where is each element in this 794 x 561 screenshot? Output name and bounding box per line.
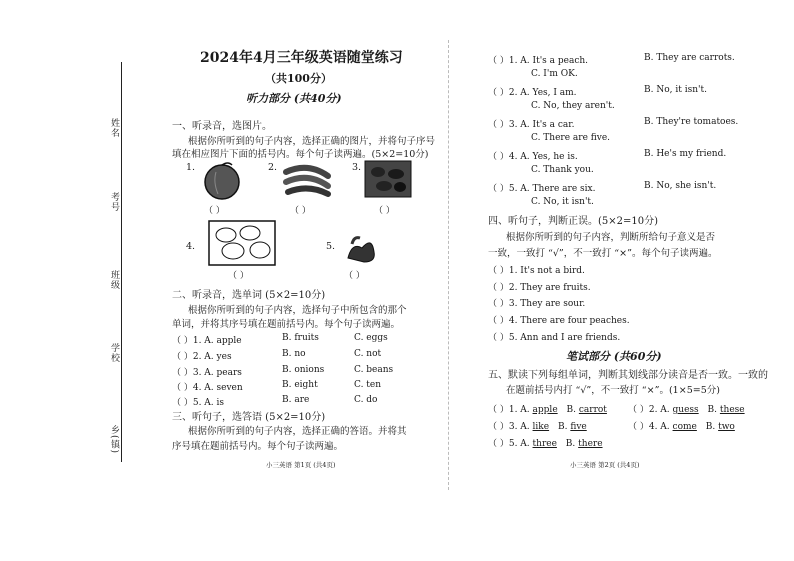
total-score: （共100分） xyxy=(265,72,332,85)
potatoes-picture xyxy=(208,220,276,266)
q2-instruction-1: 根据你所听到的句子内容，选择句子中所包含的那个 xyxy=(188,305,407,316)
q4-item-2[interactable]: （ ）2. They are fruits. xyxy=(488,283,591,293)
q5-instruction: 在题前括号内打 “√”，不一致打 “×”。(1×5=5分) xyxy=(506,385,720,396)
q5-item-4-paren[interactable]: （ ）4. A. xyxy=(628,422,670,432)
q5-item-5-b: B. xyxy=(565,439,576,449)
q2-item-5[interactable]: （ ）5. A. is xyxy=(172,398,225,408)
q3-instruction-2: 序号填在题前括号内。每个句子读两遍。 xyxy=(172,441,344,452)
q3-item-3[interactable]: （ ）3. A. It's a car. xyxy=(488,120,575,130)
peach-picture xyxy=(200,160,246,200)
beans-picture xyxy=(364,160,412,198)
q2-item-2[interactable]: （ ）2. A. yes xyxy=(172,352,232,362)
q2-item-1-b: B. fruits xyxy=(282,333,319,343)
q4-item-5[interactable]: （ ）5. Ann and I are friends. xyxy=(488,333,621,343)
q5-row3 xyxy=(488,436,603,449)
q5-item-5-paren[interactable]: （ ）5. A. xyxy=(488,439,530,449)
q5-word-three: three xyxy=(532,439,557,449)
onions-picture xyxy=(342,232,378,264)
q5-row1 xyxy=(488,402,607,415)
q4-instruction-1: 根据你所听到的句子内容，判断所给句子意义是否 xyxy=(506,232,716,243)
q3-item-3-b: B. They're tomatoes. xyxy=(644,117,739,127)
q2-item-2-c: C. not xyxy=(354,349,382,359)
q2-item-1[interactable]: （ ）1. A. apple xyxy=(172,336,242,346)
q3-item-2[interactable]: （ ）2. A. Yes, I am. xyxy=(488,88,577,98)
q1-pic4-answer-paren[interactable]: （ ） xyxy=(228,271,249,281)
q2-heading: 二、听录音，选单词 (5×2=10分) xyxy=(172,290,326,301)
page-title: 2024年4月三年级英语随堂练习 xyxy=(200,50,403,66)
q2-instruction-2: 单词，并将其序号填在题前括号内。每个句子读两遍。 xyxy=(172,319,401,330)
class-label: 班级 xyxy=(109,270,119,290)
q5-heading: 五、默读下列每组单词，判断其划线部分读音是否一致。一致的 xyxy=(488,370,768,381)
q5-word-apple: apple xyxy=(532,405,558,415)
q5-item-1-paren[interactable]: （ ）1. A. xyxy=(488,405,530,415)
q3-item-5-c: C. No, it isn't. xyxy=(531,197,594,207)
q3-item-1-c: C. I'm OK. xyxy=(531,69,578,79)
page2-footer: 小三英语 第2页 (共4页) xyxy=(570,461,640,469)
q2-item-3-c: C. beans xyxy=(354,365,394,375)
q5-row2-right xyxy=(628,419,735,432)
q5-item-2-paren[interactable]: （ ）2. A. xyxy=(628,405,670,415)
q5-item-4-b: B. xyxy=(705,422,716,432)
q4-item-4[interactable]: （ ）4. There are four peaches. xyxy=(488,316,630,326)
q2-item-4-b: B. eight xyxy=(282,380,318,390)
q2-item-5-c: C. do xyxy=(354,395,378,405)
q2-item-4-c: C. ten xyxy=(354,380,382,390)
q2-item-4[interactable]: （ ）4. A. seven xyxy=(172,383,243,393)
q1-instruction-1: 根据你所听到的句子内容，选择正确的图片，并将句子序号 xyxy=(188,136,436,147)
q2-item-3[interactable]: （ ）3. A. pears xyxy=(172,368,242,378)
q4-instruction-2: 一致，一致打 “√”，不一致打 “×”。每个句子读两遍。 xyxy=(488,248,718,259)
q3-heading: 三、听句子，选答语 (5×2=10分) xyxy=(172,412,326,423)
q4-item-3[interactable]: （ ）3. They are sour. xyxy=(488,299,586,309)
q3-instruction-1: 根据你所听到的句子内容，选择正确的答语。并将其 xyxy=(188,426,407,437)
q1-pic2-answer-paren[interactable]: （ ） xyxy=(290,206,311,216)
q5-item-1-b: B. xyxy=(566,405,576,415)
q1-instruction-2: 填在相应图片下面的括号内。每个句子读两遍。(5×2=10分) xyxy=(172,149,429,160)
q5-word-come: come xyxy=(672,422,697,432)
q1-heading: 一、听录音，选图片。 xyxy=(172,121,272,132)
q5-row2 xyxy=(488,419,587,432)
q5-word-carrot: carrot xyxy=(578,405,607,415)
q5-word-guess: guess xyxy=(672,405,699,415)
page-seam xyxy=(448,40,449,490)
binding-line xyxy=(121,62,122,462)
q4-heading: 四、听句子，判断正误。(5×2=10分) xyxy=(488,216,659,227)
q1-pic5-answer-paren[interactable]: （ ） xyxy=(344,271,365,281)
q5-row1-right xyxy=(628,402,745,415)
written-header: 笔试部分 (共60分) xyxy=(566,350,662,363)
q1-pic3-number: 3. xyxy=(352,162,362,173)
listening-header: 听力部分 (共40分) xyxy=(246,92,342,105)
q3-item-4-b: B. He's my friend. xyxy=(644,149,727,159)
q5-word-two: two xyxy=(718,422,735,432)
q3-item-1-b: B. They are carrots. xyxy=(644,53,735,63)
q1-pic1-number: 1. xyxy=(186,162,196,173)
q2-item-2-b: B. no xyxy=(282,349,306,359)
q5-item-3-paren[interactable]: （ ）3. A. xyxy=(488,422,530,432)
q1-pic1-answer-paren[interactable]: （ ） xyxy=(204,206,225,216)
q2-item-1-c: C. eggs xyxy=(354,333,388,343)
q3-item-5[interactable]: （ ）5. A. There are six. xyxy=(488,184,596,194)
exam-number-label: 考号 xyxy=(109,192,119,212)
q5-word-five: five xyxy=(570,422,587,432)
name-label: 姓名 xyxy=(109,118,119,138)
q1-pic3-answer-paren[interactable]: （ ） xyxy=(374,206,395,216)
q5-word-like: like xyxy=(532,422,550,432)
q5-word-these: these xyxy=(719,405,745,415)
q2-item-3-b: B. onions xyxy=(282,365,325,375)
carrots-picture xyxy=(282,162,332,198)
page1-footer: 小三英语 第1页 (共4页) xyxy=(266,461,336,469)
q5-item-2-b: B. xyxy=(707,405,718,415)
q1-pic5-number: 5. xyxy=(326,241,336,252)
q4-item-1[interactable]: （ ）1. It's not a bird. xyxy=(488,266,585,276)
q3-item-5-b: B. No, she isn't. xyxy=(644,181,717,191)
q3-item-2-b: B. No, it isn't. xyxy=(644,85,707,95)
q1-pic4-number: 4. xyxy=(186,241,196,252)
q3-item-4-c: C. Thank you. xyxy=(531,165,594,175)
q1-pic2-number: 2. xyxy=(268,162,278,173)
q3-item-1[interactable]: （ ）1. A. It's a peach. xyxy=(488,56,589,66)
q3-item-2-c: C. No, they aren't. xyxy=(531,101,615,111)
school-label: 学校 xyxy=(109,343,119,363)
q5-item-3-b: B. xyxy=(557,422,568,432)
town-label: 乡(镇) xyxy=(109,425,119,455)
q3-item-3-c: C. There are five. xyxy=(531,133,611,143)
q5-word-there: there xyxy=(578,439,603,449)
q3-item-4[interactable]: （ ）4. A. Yes, he is. xyxy=(488,152,578,162)
q2-item-5-b: B. are xyxy=(282,395,310,405)
